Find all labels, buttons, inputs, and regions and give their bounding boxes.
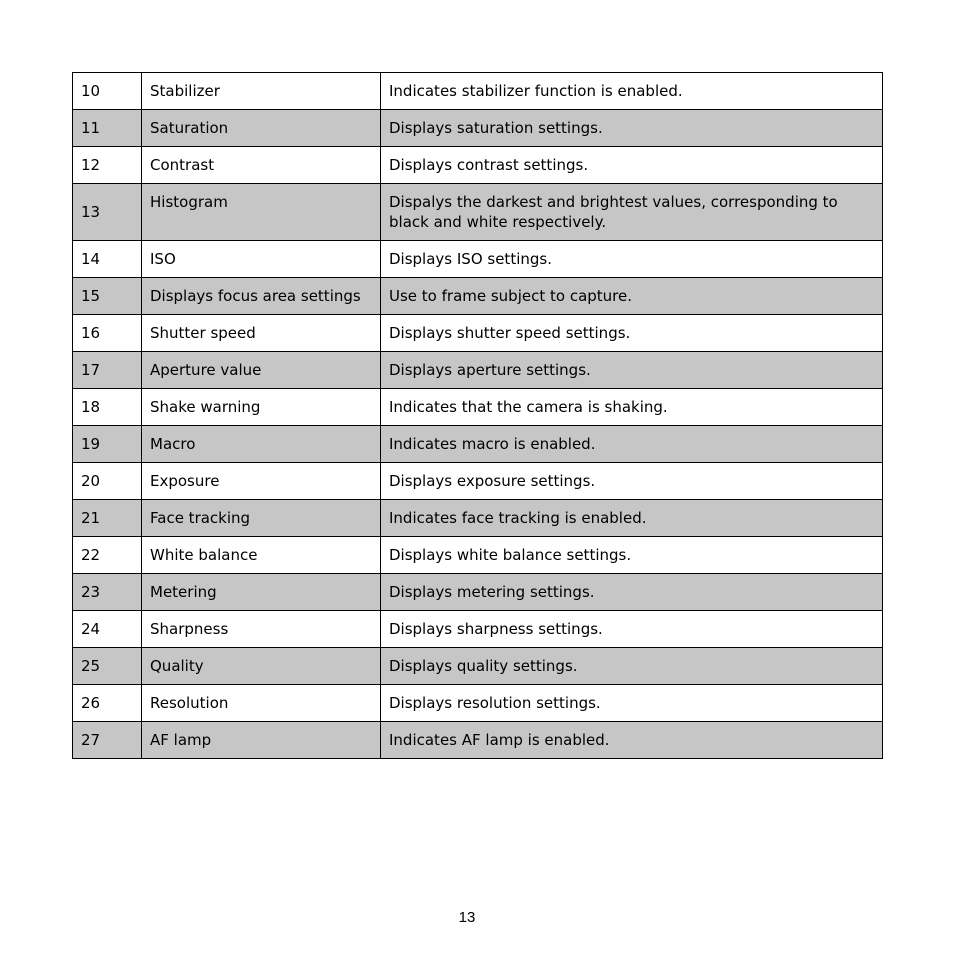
row-number: 10	[73, 73, 142, 110]
row-item-name: Face tracking	[142, 500, 381, 537]
row-item-name: Histogram	[142, 184, 381, 241]
row-number: 24	[73, 611, 142, 648]
row-item-name: Shutter speed	[142, 315, 381, 352]
row-description: Displays exposure settings.	[381, 463, 883, 500]
row-number: 18	[73, 389, 142, 426]
row-item-name: White balance	[142, 537, 381, 574]
row-description: Indicates that the camera is shaking.	[381, 389, 883, 426]
row-number: 21	[73, 500, 142, 537]
row-description: Indicates AF lamp is enabled.	[381, 722, 883, 759]
row-number: 20	[73, 463, 142, 500]
table-row	[73, 685, 883, 722]
row-item-name: Macro	[142, 426, 381, 463]
row-item-name: Saturation	[142, 110, 381, 147]
row-number: 19	[73, 426, 142, 463]
row-number: 15	[73, 278, 142, 315]
table-row	[73, 611, 883, 648]
row-description: Indicates macro is enabled.	[381, 426, 883, 463]
page-number: 13	[458, 909, 476, 926]
table-row	[73, 184, 883, 241]
row-item-name: Aperture value	[142, 352, 381, 389]
table-row	[73, 463, 883, 500]
row-item-name: AF lamp	[142, 722, 381, 759]
row-description: Dispalys the darkest and brightest values, corresponding to black and white respectively.	[381, 184, 883, 241]
row-number: 11	[73, 110, 142, 147]
row-description: Displays quality settings.	[381, 648, 883, 685]
row-description: Displays sharpness settings.	[381, 611, 883, 648]
table-row	[73, 500, 883, 537]
row-description: Indicates stabilizer function is enabled.	[381, 73, 883, 110]
table-row	[73, 574, 883, 611]
row-item-name: Contrast	[142, 147, 381, 184]
row-item-name: Displays focus area settings	[142, 278, 381, 315]
row-number: 22	[73, 537, 142, 574]
row-number: 25	[73, 648, 142, 685]
row-description: Displays white balance settings.	[381, 537, 883, 574]
table-row	[73, 241, 883, 278]
table-row	[73, 426, 883, 463]
row-item-name: Resolution	[142, 685, 381, 722]
table-row	[73, 110, 883, 147]
row-number: 12	[73, 147, 142, 184]
row-item-name: Sharpness	[142, 611, 381, 648]
row-description: Displays metering settings.	[381, 574, 883, 611]
row-description: Displays contrast settings.	[381, 147, 883, 184]
row-number: 23	[73, 574, 142, 611]
icon-description-table	[72, 72, 883, 759]
table-row	[73, 147, 883, 184]
row-item-name: Stabilizer	[142, 73, 381, 110]
table-row	[73, 278, 883, 315]
row-item-name: Quality	[142, 648, 381, 685]
table-row	[73, 722, 883, 759]
table-row	[73, 73, 883, 110]
row-item-name: Exposure	[142, 463, 381, 500]
row-number: 13	[73, 184, 142, 241]
row-item-name: ISO	[142, 241, 381, 278]
row-number: 16	[73, 315, 142, 352]
row-description: Displays aperture settings.	[381, 352, 883, 389]
table-row	[73, 352, 883, 389]
row-number: 27	[73, 722, 142, 759]
row-description: Displays ISO settings.	[381, 241, 883, 278]
row-description: Displays shutter speed settings.	[381, 315, 883, 352]
row-description: Indicates face tracking is enabled.	[381, 500, 883, 537]
row-item-name: Shake warning	[142, 389, 381, 426]
row-description: Displays resolution settings.	[381, 685, 883, 722]
row-description: Use to frame subject to capture.	[381, 278, 883, 315]
row-description: Displays saturation settings.	[381, 110, 883, 147]
table-row	[73, 389, 883, 426]
row-number: 17	[73, 352, 142, 389]
row-number: 26	[73, 685, 142, 722]
table-row	[73, 537, 883, 574]
row-number: 14	[73, 241, 142, 278]
table-row	[73, 315, 883, 352]
row-item-name: Metering	[142, 574, 381, 611]
table-row	[73, 648, 883, 685]
